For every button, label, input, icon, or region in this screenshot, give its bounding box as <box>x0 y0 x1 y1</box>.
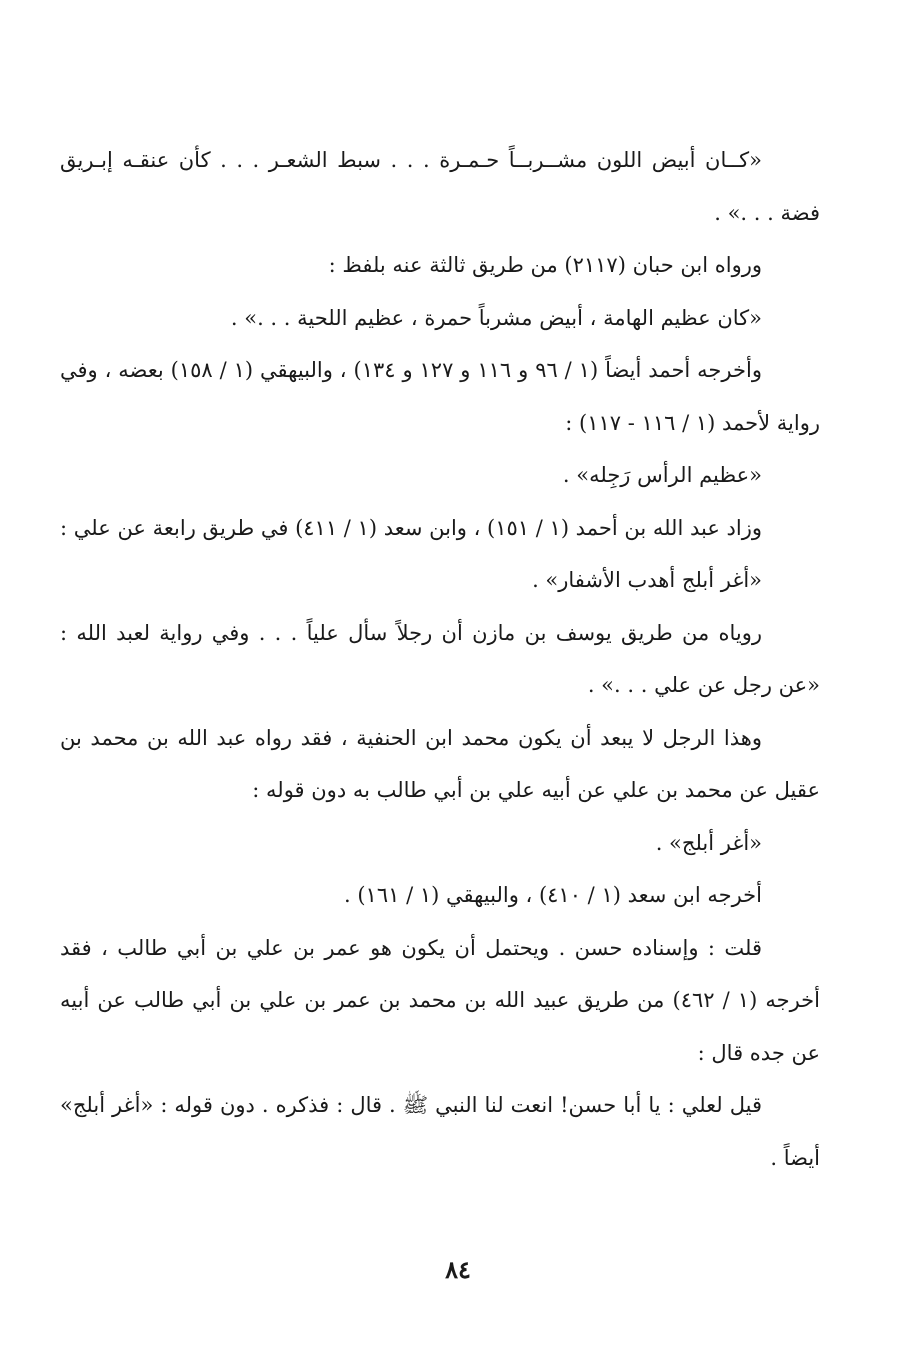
paragraph-1: «كــان أبيض اللون مشــربــاً حـمـرة . . . سبط الشعـر . . . كأن عنقـه إبـريق فضة . . .» . <box>60 148 820 225</box>
paragraph-5: «عظيم الرأس رَجِله» . <box>562 463 762 487</box>
paragraph-6: وزاد عبد الله بن أحمد (١ / ١٥١) ، وابن سعد (١ / ٤١١) في طريق رابعة عن علي : <box>60 515 762 540</box>
paragraph-4: وأخرجه أحمد أيضاً (١ / ٩٦ و ١١٦ و ١٢٧ و ١٣٤) ، والبيهقي (١ / ١٥٨) بعضه ، وفي رواية لأحمد (١ / ١١٦ - ١١٧) : <box>60 358 820 435</box>
paragraph-9: وهذا الرجل لا يبعد أن يكون محمد ابن الحنفية ، فقد رواه عبد الله بن محمد بن عقيل عن محمد بن علي عن أبيه علي بن أبي طالب به دون قوله : <box>60 725 820 802</box>
page-number: ٨٤ <box>445 1255 471 1284</box>
paragraph-8: روياه من طريق يوسف بن مازن أن رجلاً سأل علياً . . . وفي رواية لعبد الله : «عن رجل عن علي . . .» . <box>60 620 820 697</box>
paragraph-12: قلت : وإسناده حسن . ويحتمل أن يكون هو عمر بن علي بن أبي طالب ، فقد أخرجه (١ / ٤٦٢) من طريق عبيد الله بن محمد بن عمر بن علي بن أبي طالب عن أبيه عن جده قال : <box>60 935 820 1065</box>
paragraph-2: ورواه ابن حبان (٢١١٧) من طريق ثالثة عنه بلفظ : <box>328 253 762 277</box>
paragraph-3: «كان عظيم الهامة ، أبيض مشرباً حمرة ، عظيم اللحية . . .» . <box>230 305 762 330</box>
paragraph-13: قيل لعلي : يا أبا حسن! انعت لنا النبي ﷺ . قال : فذكره . دون قوله : «أغر أبلج» أيضاً . <box>60 1093 820 1170</box>
body-text <box>60 134 820 1184</box>
paragraph-10: «أغر أبلج» . <box>655 830 762 855</box>
paragraph-11: أخرجه ابن سعد (١ / ٤١٠) ، والبيهقي (١ / ١٦١) . <box>344 883 762 907</box>
paragraph-7: «أغر أبلج أهدب الأشفار» . <box>532 568 762 592</box>
